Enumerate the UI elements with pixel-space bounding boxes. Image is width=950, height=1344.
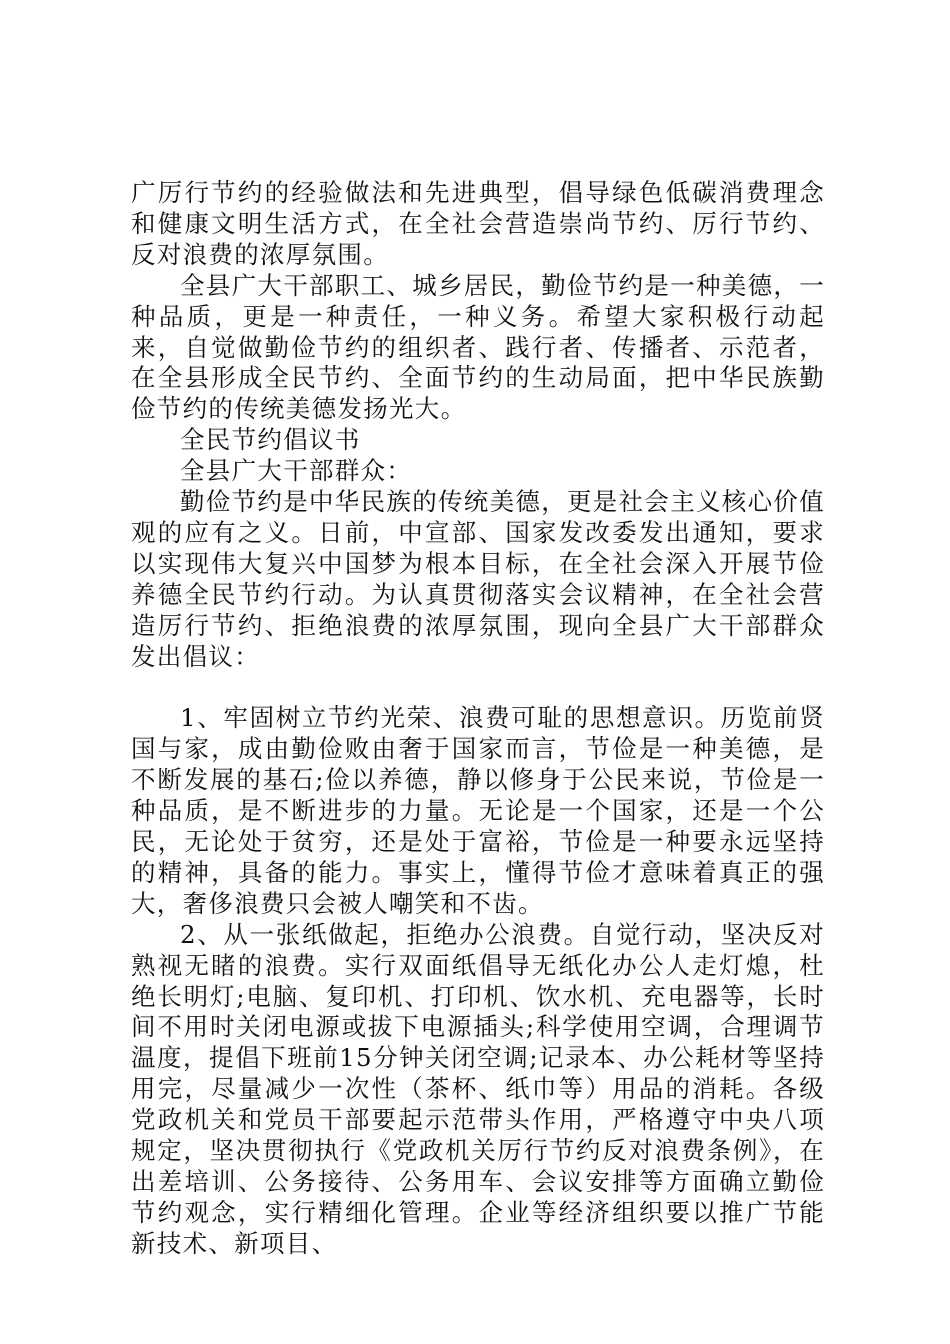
- paragraph-intro: 勤俭节约是中华民族的传统美德，更是社会主义核心价值观的应有之义。日前，中宣部、国家发改委发出通知，要求以实现伟大复兴中国梦为根本目标，在全社会深入开展节俭养德全民节约行动。为认真贯彻落实会议精神，在全社会营造厉行节约、拒绝浪费的浓厚氛围，现向全县广大干部群众发出倡议：: [131, 487, 825, 671]
- paragraph-item-1: 1、牢固树立节约光荣、浪费可耻的思想意识。历览前贤国与家，成由勤俭败由奢于国家而言，节俭是一种美德，是不断发展的基石;俭以养德，静以修身于公民来说，节俭是一种品质，是不断进步的力量。无论是一个国家，还是一个公民，无论处于贫穷，还是处于富裕，节俭是一种要永远坚持的精神，具备的能力。事实上，懂得节俭才意味着真正的强大，奢侈浪费只会被人嘲笑和不齿。: [131, 703, 825, 918]
- document-body: [131, 178, 825, 1260]
- salutation: 全县广大干部群众：: [180, 456, 413, 486]
- paragraph-item-2: 2、从一张纸做起，拒绝办公浪费。自觉行动，坚决反对熟视无睹的浪费。实行双面纸倡导无纸化办公人走灯熄，杜绝长明灯;电脑、复印机、打印机、饮水机、充电器等，长时间不用时关闭电源或拔下电源插头;科学使用空调，合理调节温度，提倡下班前15分钟关闭空调;记录本、办公耗材等坚持用完，尽量减少一次性（茶杯、纸巾等）用品的消耗。各级党政机关和党员干部要起示范带头作用，严格遵守中央八项规定，坚决贯彻执行《党政机关厉行节约反对浪费条例》，在出差培训、公务接待、公务用车、会议安排等方面确立勤俭节约观念，实行精细化管理。企业等经济组织要以推广节能新技术、新项目、: [131, 919, 825, 1258]
- paragraph-appeal: 全县广大干部职工、城乡居民，勤俭节约是一种美德，一种品质，更是一种责任，一种义务。希望大家积极行动起来，自觉做勤俭节约的组织者、践行者、传播者、示范者，在全县形成全民节约、全面节约的生动局面，把中华民族勤俭节约的传统美德发扬光大。: [131, 270, 825, 424]
- paragraph-continuation: 广厉行节约的经验做法和先进典型，倡导绿色低碳消费理念和健康文明生活方式，在全社会营造崇尚节约、厉行节约、反对浪费的浓厚氛围。: [131, 178, 825, 269]
- blank-line: [131, 673, 825, 704]
- document-title: 全民节约倡议书: [180, 425, 361, 455]
